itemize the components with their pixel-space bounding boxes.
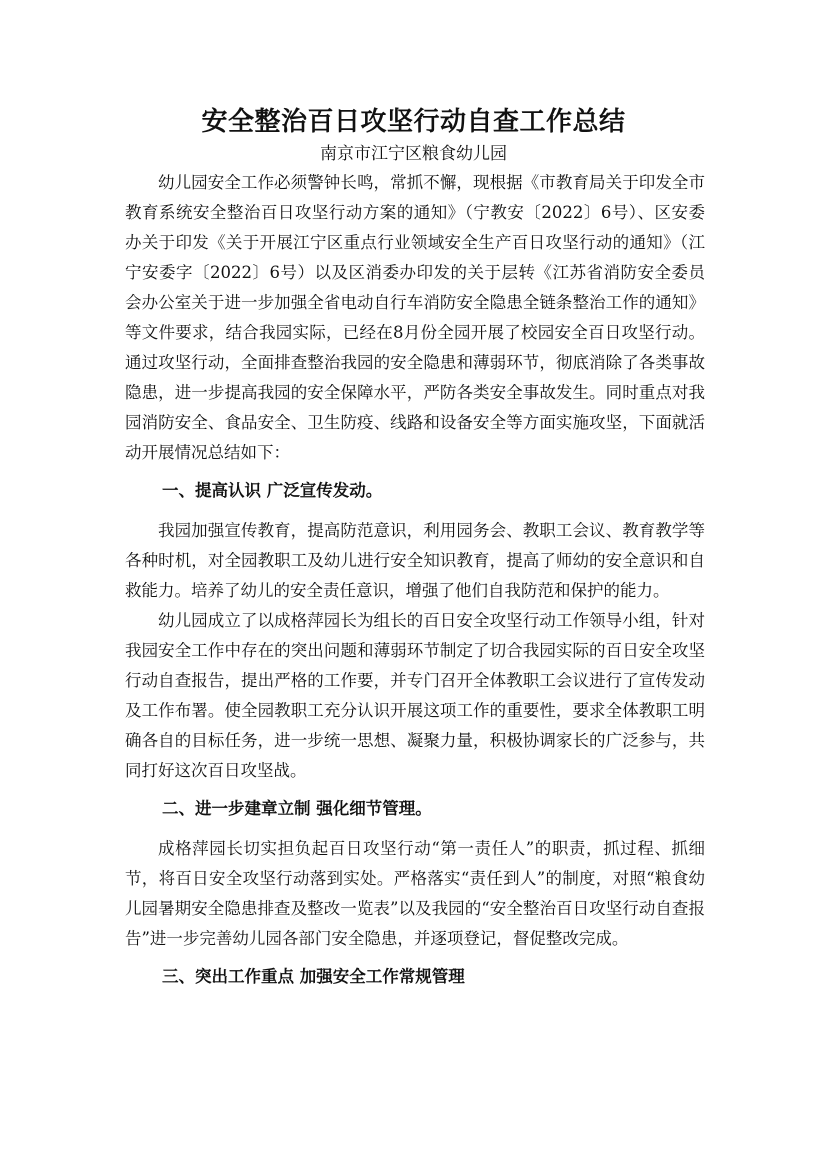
section-1-paragraph-2: 幼儿园成立了以成格萍园长为组长的百日安全攻坚行动工作领导小组，针对我园安全工作中存在的突出问题和薄弱环节制定了切合我园实际的百日安全攻坚行动自查报告，提出严格的工作要，并专门召开全体教职工会议进行了宣传发动及工作布署。使全园教职工充分认识开展这项工作的重要性，要求全体教职工明确各自的目标任务，进一步统一思想、凝聚力量，积极协调家长的广泛参与，共同打好这次百日攻坚战。 bbox=[125, 611, 705, 780]
document-title: 安全整治百日攻坚行动自查工作总结 bbox=[201, 107, 626, 137]
section-3-heading: 三、突出工作重点 加强安全工作常规管理 bbox=[162, 967, 465, 986]
document-body bbox=[125, 168, 705, 1002]
section-1-heading: 一、提高认识 广泛宣传发动。 bbox=[162, 481, 383, 500]
document-subtitle: 南京市江宁区粮食幼儿园 bbox=[320, 144, 507, 164]
section-2-paragraph-1: 成格萍园长切实担负起百日攻坚行动“第一责任人”的职责，抓过程、抓细节，将百日安全攻坚行动落到实处。严格落实“责任到人”的制度，对照“粮食幼儿园暑期安全隐患排查及整改一览表”以及我园的“安全整治百日攻坚行动自查报告”进一步完善幼儿园各部门安全隐患，并逐项登记，督促整改完成。 bbox=[125, 839, 705, 948]
intro-paragraph: 幼儿园安全工作必须警钟长鸣，常抓不懈，现根据《市教育局关于印发全市教育系统安全整治百日攻坚行动方案的通知》（宁教安〔2022〕6号）、区安委办关于印发《关于开展江宁区重点行业领域安全生产百日攻坚行动的通知》（江宁安委字〔2022〕6号）以及区消委办印发的关于层转《江苏省消防安全委员会办公室关于进一步加强全省电动自行车消防安全隐患全链条整治工作的通知》等文件要求，结合我园实际，已经在8月份全园开展了校园安全百日攻坚行动。通过攻坚行动，全面排查整治我园的安全隐患和薄弱环节，彻底消除了各类事故隐患，进一步提高我园的安全保障水平，严防各类安全事故发生。同时重点对我园消防安全、食品安全、卫生防疫、线路和设备安全等方面实施攻坚，下面就活动开展情况总结如下： bbox=[125, 173, 705, 462]
section-1-paragraph-1: 我园加强宣传教育，提高防范意识，利用园务会、教职工会议、教育教学等各种时机，对全园教职工及幼儿进行安全知识教育，提高了师幼的安全意识和自救能力。培养了幼儿的安全责任意识，增强了他们自我防范和保护的能力。 bbox=[125, 521, 705, 600]
section-2-heading: 二、进一步建章立制 强化细节管理。 bbox=[162, 799, 432, 818]
